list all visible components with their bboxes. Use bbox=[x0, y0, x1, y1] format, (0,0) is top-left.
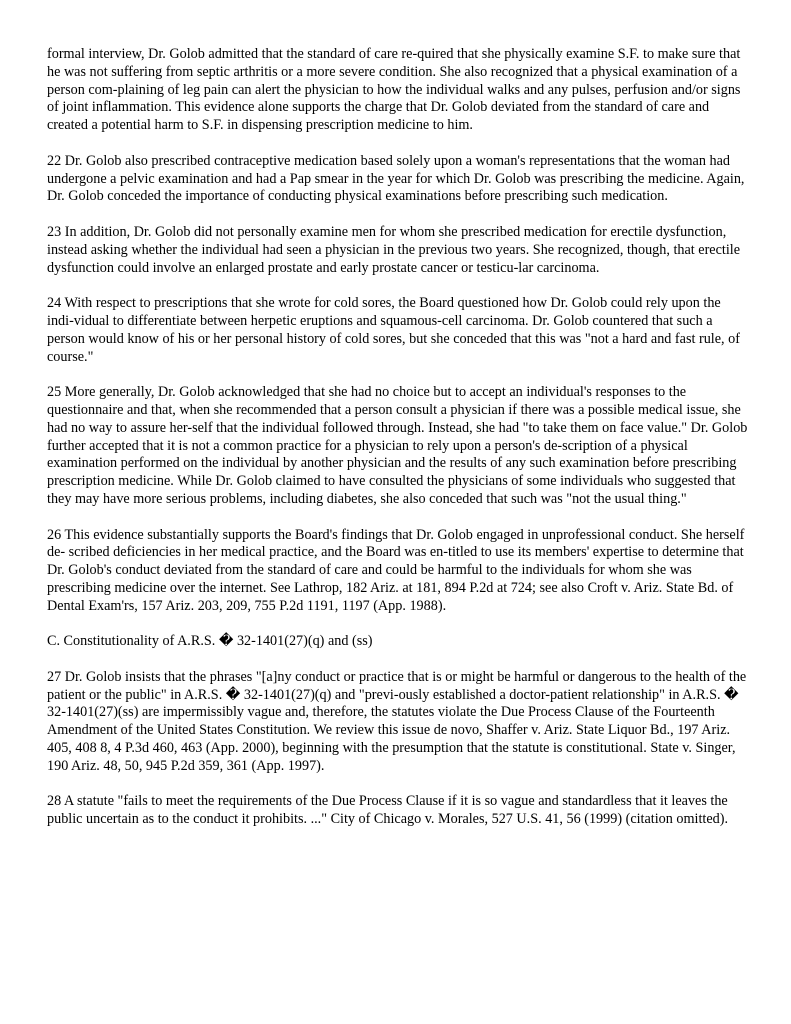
paragraph-21-continued: formal interview, Dr. Golob admitted that the standard of care re-quired that she physically examine S.F. to make sure that he was not suffering from septic arthritis or a more severe condition. She also recognized that a physical examination of a person com-plaining of leg pain can alert the physician to how the individual walks and any pulses, perfusion and/or signs of joint inflammation. This evidence alone supports the charge that Dr. Golob deviated from the standard of care and created a potential harm to S.F. in dispensing prescription medicine to him. bbox=[47, 46, 741, 134]
paragraph-27: 27 Dr. Golob insists that the phrases "[a]ny conduct or practice that is or might be harmful or dangerous to the health of the patient or the public" in A.R.S. � 32-1401(27)(q) and "previ-ously established a doctor-patient relationship" in A.R.S. � 32-1401(27)(ss) are impermissibly vague and, therefore, the statutes violate the Due Process Clause of the Fourteenth Amendment of the United States Constitution. We review this issue de novo, Shaffer v. Ariz. State Liquor Bd., 197 Ariz. 405, 408 8, 4 P.3d 460, 463 (App. 2000), beginning with the presumption that the statute is constitutional. State v. Singer, 190 Ariz. 48, 50, 945 P.2d 359, 361 (App. 1997). bbox=[47, 668, 747, 774]
paragraph-23: 23 In addition, Dr. Golob did not personally examine men for whom she prescribed medication for erectile dysfunction, instead asking whether the individual had seen a physician in the previous two years. She recognized, though, that erectile dysfunction could involve an enlarged prostate and early prostate cancer or testicu-lar carcinoma. bbox=[47, 223, 741, 276]
paragraph-24: 24 With respect to prescriptions that she wrote for cold sores, the Board questioned how Dr. Golob could rely upon the indi-vidual to differentiate between herpetic eruptions and squamous-cell carcinoma. Dr. Golob countered that such a person would know of his or her personal history of cold sores, but she conceded that this was "not a hard and fast rule, of course." bbox=[47, 295, 740, 365]
paragraph-22: 22 Dr. Golob also prescribed contraceptive medication based solely upon a woman's representations that the woman had undergone a pelvic examination and had a Pap smear in the year for which Dr. Golob was prescribing the medicine. Again, Dr. Golob conceded the importance of conducting physical examinations before prescribing such medication. bbox=[47, 152, 745, 205]
paragraph-25: 25 More generally, Dr. Golob acknowledged that she had no choice but to accept an individual's responses to the questionnaire and that, when she recommended that a person consult a physician if there was a possible medical issue, she had no way to assure her-self that the individual followed through. Instead, she had "to take them on face value." Dr. Golob further accepted that it is not a common practice for a physician to rely upon a person's de-scription of a physical examination performed on the individual by another physician and the results of any such examination before prescribing prescription medicine. While Dr. Golob claimed to have consulted the physicians of some individuals who suggested that they may have more serious problems, including diabetes, she also conceded that such was "not the usual thing." bbox=[47, 384, 748, 507]
paragraph-28: 28 A statute "fails to meet the requirements of the Due Process Clause if it is so vague and standardless that it leaves the public uncertain as to the conduct it prohibits. ..." City of Chicago v. Morales, 527 U.S. 41, 56 (1999) (citation omitted). bbox=[47, 793, 729, 828]
section-heading: C. Constitutionality of A.R.S. � 32-1401(27)(q) and (ss) bbox=[47, 633, 373, 650]
paragraph-26: 26 This evidence substantially supports the Board's findings that Dr. Golob engaged in unprofessional conduct. She herself de- scribed deficiencies in her medical practice, and the Board was en-titled to use its members' expertise to determine that Dr. Golob's conduct deviated from the standard of care and could be harmful to the individuals for whom she was prescribing medicine over the internet. See Lathrop, 182 Ariz. at 181, 894 P.2d at 724; see also Croft v. Ariz. State Bd. of Dental Exam'rs, 157 Ariz. 203, 209, 755 P.2d 1191, 1197 (App. 1988). bbox=[47, 526, 745, 614]
